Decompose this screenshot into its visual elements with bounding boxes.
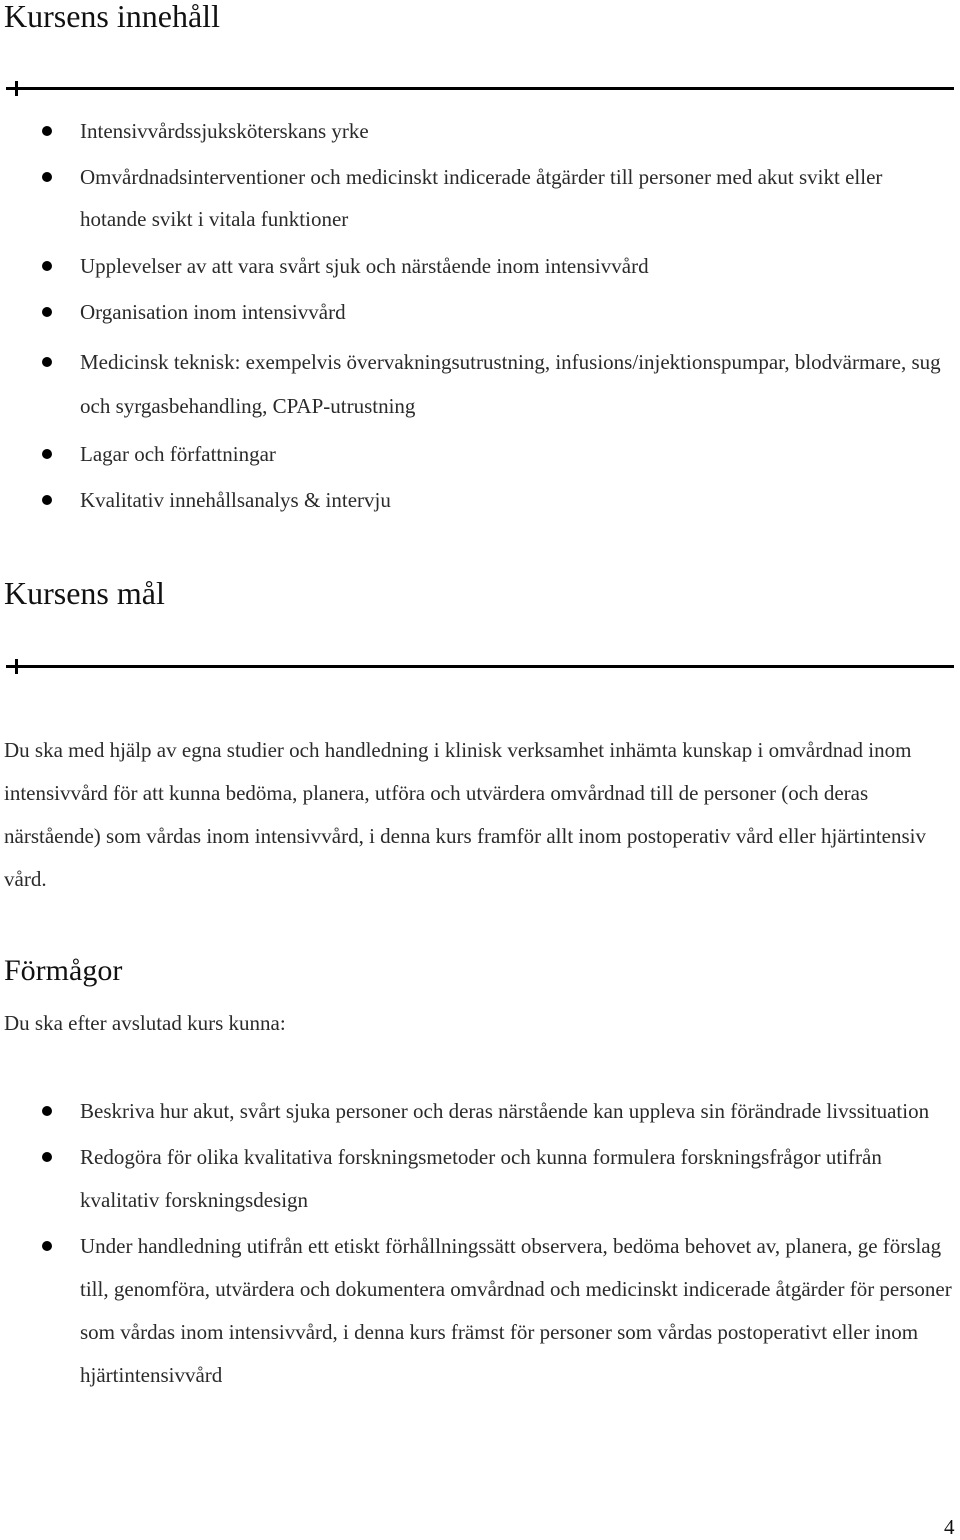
section-title-goals: Kursens mål [4,575,165,611]
section-title-abilities: Förmågor [4,954,123,987]
list-item: Kvalitativ innehållsanalys & intervju [80,477,950,523]
bullet-icon [42,126,52,136]
bullet-icon [42,1106,52,1116]
section-divider [6,665,954,668]
goals-paragraph: Du ska med hjälp av egna studier och handledning i klinisk verksamhet inhämta kunskap i omvårdnad inom intensivvård för att kunna bedöma, planera, utföra och utvärdera omvårdnad till de personer (och deras närstående) som vårdas inom intensivvård, i denna kurs framför allt inom postoperativ vård eller hjärtintensiv vård. [4,738,926,891]
bullet-icon [42,307,52,317]
bullet-icon [42,1152,52,1162]
list-item: Beskriva hur akut, svårt sjuka personer och deras närstående kan uppleva sin förändrade livssituation [80,1090,958,1133]
list-item: Under handledning utifrån ett etiskt förhållningssätt observera, bedöma behovet av, planera, ge förslag till, genomföra, utvärdera och dokumentera omvårdnad och medicinskt indicerade åtgärder för personer som vårdas inom intensivvård, i denna kurs främst för personer som vårdas postoperativt eller inom hjärtintensivvård [80,1225,958,1397]
section-divider [6,87,954,90]
abilities-intro: Du ska efter avslutad kurs kunna: [4,1011,286,1035]
list-item: Intensivvårdssjuksköterskans yrke [80,108,950,154]
bullet-icon [42,1241,52,1251]
list-item: Omvårdnadsinterventioner och medicinskt indicerade åtgärder till personer med akut svikt eller hotande svikt i vitala funktioner [80,156,950,240]
list-item: Lagar och författningar [80,431,950,477]
bullet-icon [42,357,52,367]
list-item: Upplevelser av att vara svårt sjuk och närstående inom intensivvård [80,243,950,289]
list-item: Organisation inom intensivvård [80,289,950,335]
content-list [80,108,950,523]
bullet-icon [42,495,52,505]
page-number: 4 [944,1515,955,1539]
list-item: Medicinsk teknisk: exempelvis övervakningsutrustning, infusions/injektionspumpar, blodvärmare, sug och syrgasbehandling, CPAP-utrustning [80,340,950,428]
bullet-icon [42,172,52,182]
list-item: Redogöra för olika kvalitativa forskningsmetoder och kunna formulera forskningsfrågor utifrån kvalitativ forskningsdesign [80,1136,958,1222]
section-title-content: Kursens innehåll [4,0,220,34]
bullet-icon [42,261,52,271]
bullet-icon [42,449,52,459]
abilities-list [80,1090,958,1397]
section-divider-tick [15,81,18,96]
section-divider-tick [15,659,18,674]
